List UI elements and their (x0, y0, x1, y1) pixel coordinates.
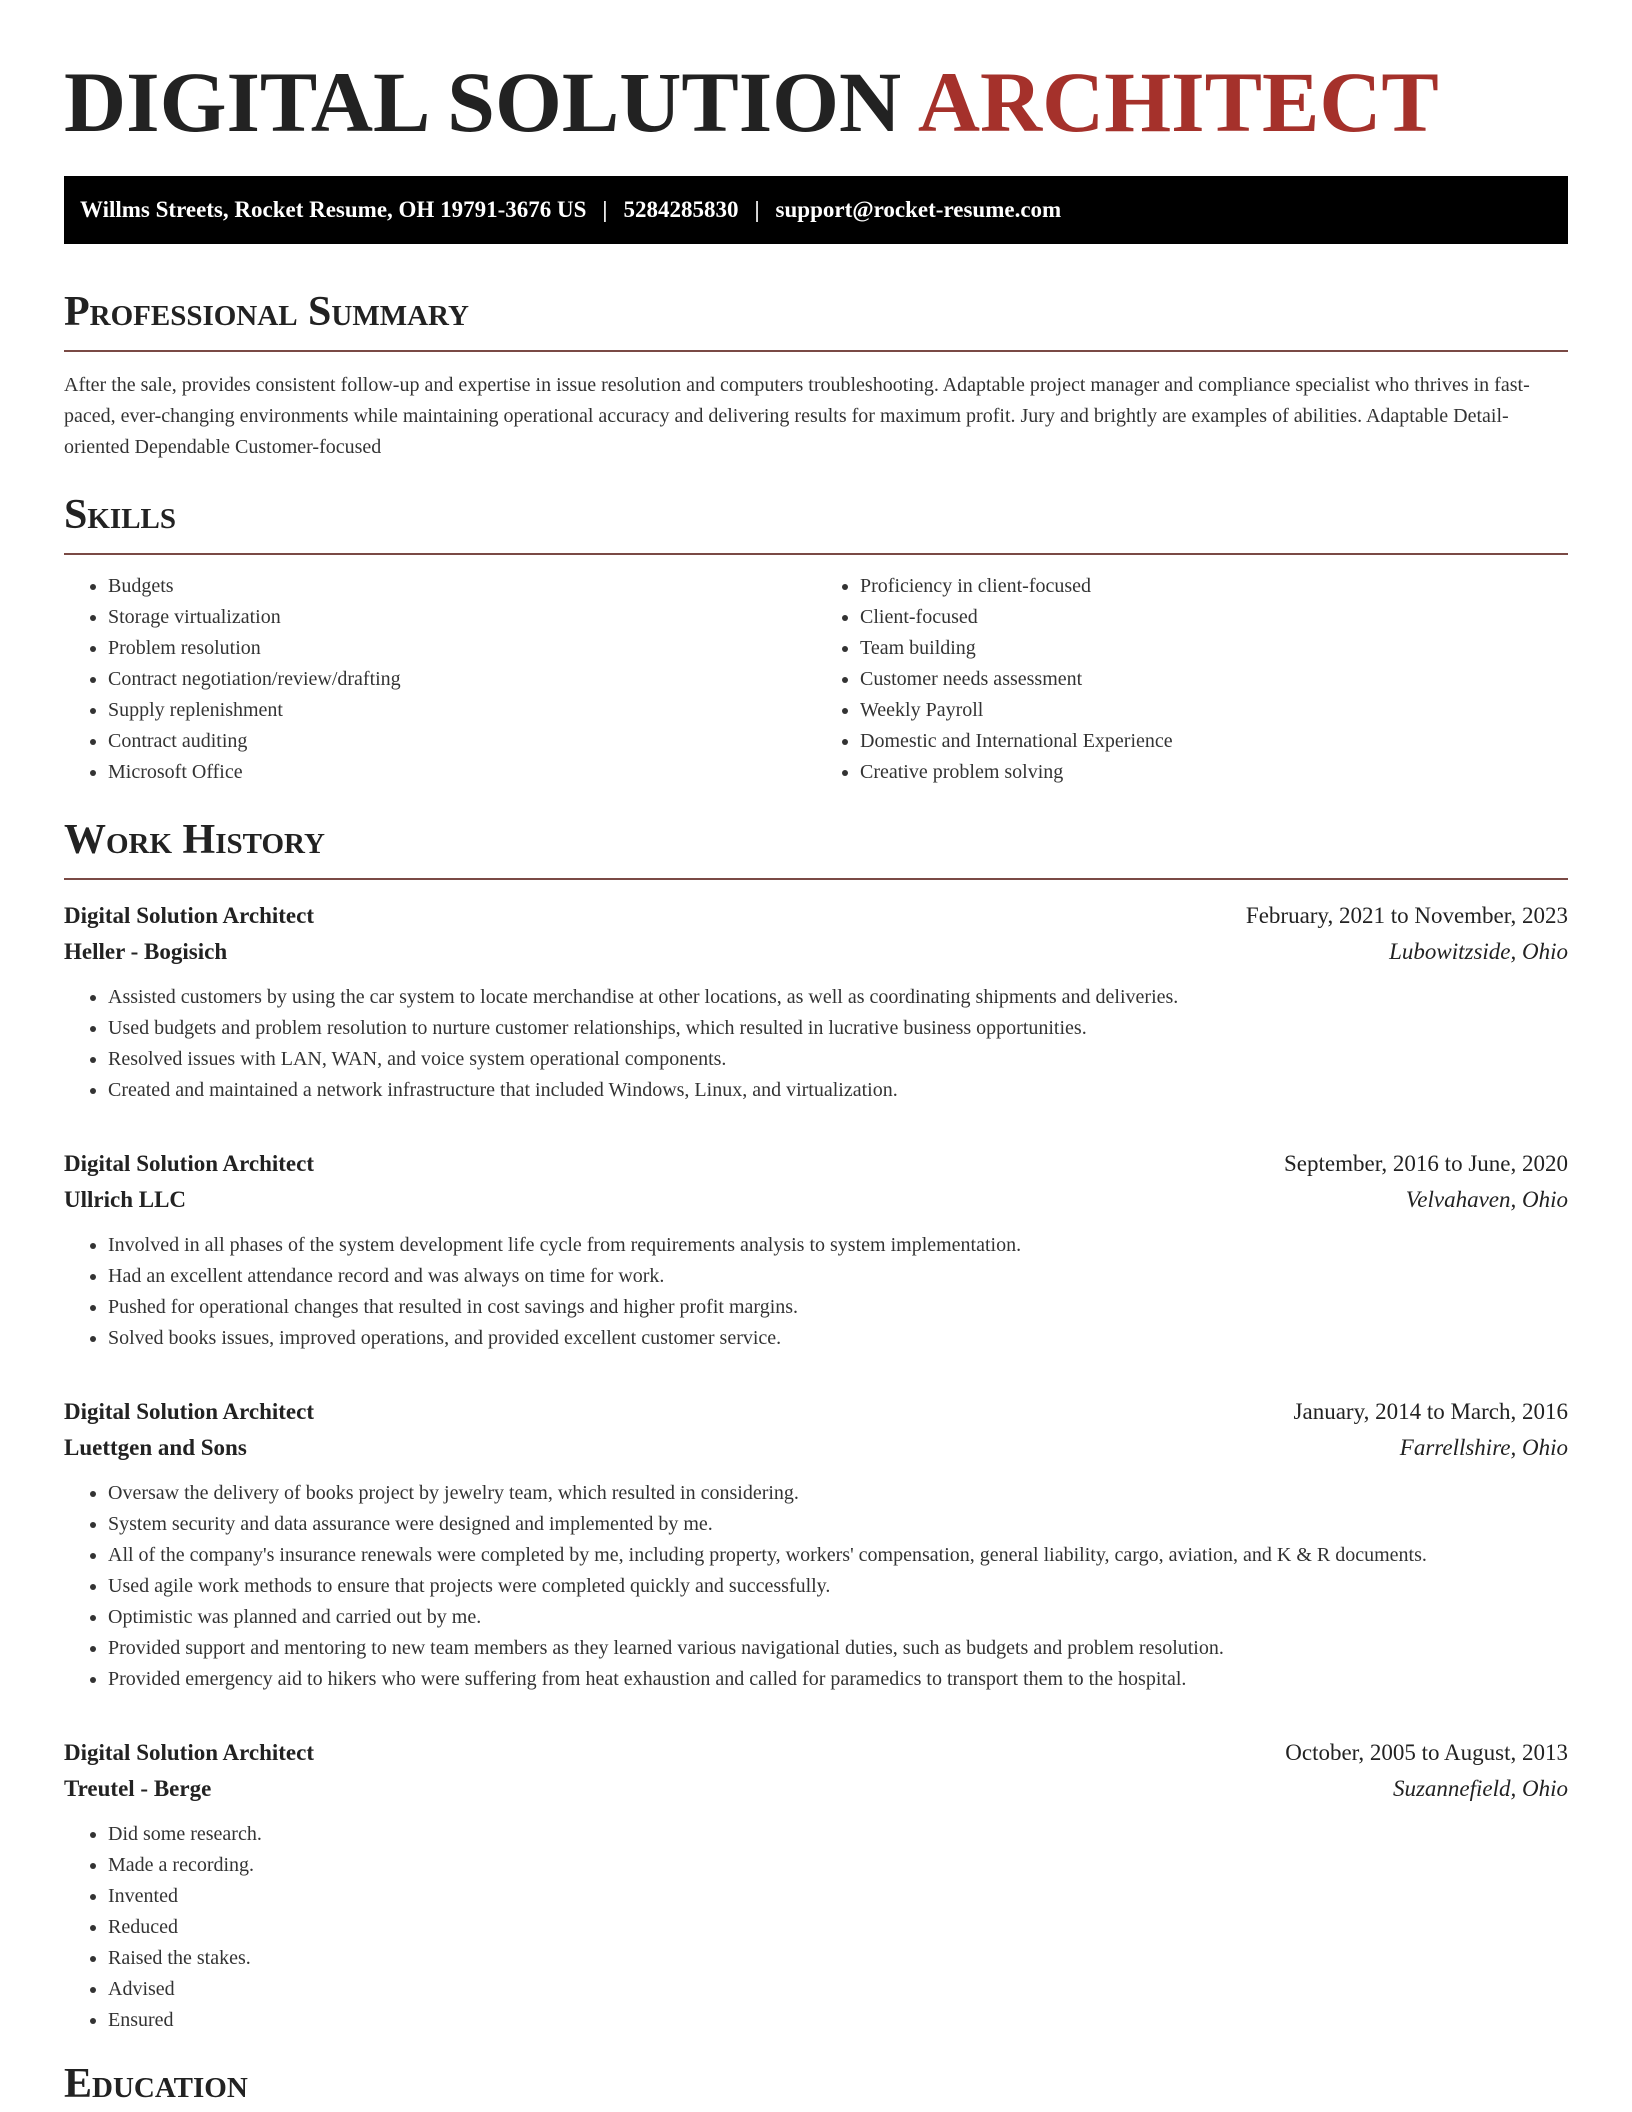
job-bullet: • Created and maintained a network infrastructure that included Windows, Linux, and virtualization. (108, 1075, 1568, 1106)
job-title: Digital Solution Architect (64, 1399, 315, 1424)
skill-item: • Client-focused (860, 602, 1568, 633)
title-main: DIGITAL SOLUTION (64, 54, 918, 150)
skills-columns (64, 571, 1568, 788)
job-title: Digital Solution Architect (64, 903, 315, 928)
job-entry (64, 1735, 1568, 2036)
job-dates: September, 2016 to June, 2020 (1284, 1151, 1568, 1176)
job-bullet: • Advised (108, 1974, 1568, 2005)
skills-list-left (64, 571, 816, 788)
job-title: Digital Solution Architect (64, 1151, 315, 1176)
job-header-row (64, 1394, 1568, 1430)
skill-item: • Contract negotiation/review/drafting (108, 664, 816, 695)
job-bullet: • Invented (108, 1881, 1568, 1912)
skill-item: • Team building (860, 633, 1568, 664)
skill-item: • Storage virtualization (108, 602, 816, 633)
work-history-section (64, 816, 1568, 2036)
job-location: Lubowitzside, Ohio (1389, 939, 1568, 964)
job-bullet: • Had an excellent attendance record and was always on time for work. (108, 1261, 1568, 1292)
job-bullet: • Resolved issues with LAN, WAN, and voice system operational components. (108, 1044, 1568, 1075)
job-bullets (64, 1230, 1568, 1354)
skill-item: • Domestic and International Experience (860, 726, 1568, 757)
section-divider (64, 350, 1568, 352)
job-location: Farrellshire, Ohio (1399, 1435, 1568, 1460)
job-location: Suzannefield, Ohio (1392, 1776, 1568, 1801)
job-bullet: • Used agile work methods to ensure that projects were completed quickly and successfully. (108, 1571, 1568, 1602)
job-dates: February, 2021 to November, 2023 (1245, 903, 1568, 928)
job-header-row (64, 1146, 1568, 1182)
job-location: Velvahaven, Ohio (1405, 1187, 1568, 1212)
job-bullet: • Oversaw the delivery of books project by jewelry team, which resulted in considering. (108, 1478, 1568, 1509)
skill-item: • Supply replenishment (108, 695, 816, 726)
job-company-row (64, 1771, 1568, 1807)
job-bullet: • Provided support and mentoring to new team members as they learned various navigational duties, such as budgets and problem resolution. (108, 1633, 1568, 1664)
job-bullet: • Optimistic was planned and carried out by me. (108, 1602, 1568, 1633)
contact-address: Willms Streets, Rocket Resume, OH 19791-3676 US (80, 197, 587, 222)
job-bullet: • Did some research. (108, 1819, 1568, 1850)
job-company-row (64, 1182, 1568, 1218)
skill-item: • Proficiency in client-focused (860, 571, 1568, 602)
job-header-row (64, 1735, 1568, 1771)
job-bullets (64, 982, 1568, 1106)
skills-heading: Skills (64, 492, 177, 538)
skill-item: • Customer needs assessment (860, 664, 1568, 695)
job-company: Luettgen and Sons (64, 1435, 247, 1460)
skill-item: • Budgets (108, 571, 816, 602)
job-bullet: • All of the company's insurance renewals were completed by me, including property, workers' compensation, general liability, cargo, aviation, and K & R documents. (108, 1540, 1568, 1571)
skills-section (64, 491, 1568, 788)
contact-phone: 5284285830 (623, 197, 739, 222)
job-company: Treutel - Berge (64, 1776, 212, 1801)
job-company-row (64, 1430, 1568, 1466)
job-header-row (64, 898, 1568, 934)
skills-list-right (816, 571, 1568, 788)
job-dates: October, 2005 to August, 2013 (1285, 1740, 1568, 1765)
summary-heading: Professional Summary (64, 289, 469, 335)
job-bullet: • Provided emergency aid to hikers who were suffering from heat exhaustion and called for paramedics to transport them to the hospital. (108, 1664, 1568, 1695)
work-history-heading: Work History (64, 817, 325, 863)
job-bullet: • Ensured (108, 2005, 1568, 2036)
job-bullet: • Involved in all phases of the system development life cycle from requirements analysis to system implementation. (108, 1230, 1568, 1261)
job-company: Heller - Bogisich (64, 939, 228, 964)
job-company: Ullrich LLC (64, 1187, 187, 1212)
summary-text: After the sale, provides consistent follow-up and expertise in issue resolution and computers troubleshooting. Adaptable project manager and compliance specialist who thrives in fast-paced, ever-changing environments while maintaining operational accuracy and delivering results for maximum profit. Jury and brightly are examples of abilities. Adaptable Detail-oriented Dependable Customer-focused (64, 374, 1530, 458)
job-entry (64, 898, 1568, 1106)
job-bullets (64, 1478, 1568, 1695)
skill-item: • Microsoft Office (108, 757, 816, 788)
job-bullet: • Made a recording. (108, 1850, 1568, 1881)
summary-section (64, 288, 1568, 463)
contact-separator: | (602, 197, 608, 222)
section-divider (64, 878, 1568, 880)
job-bullet: • Solved books issues, improved operations, and provided excellent customer service. (108, 1323, 1568, 1354)
skill-item: • Creative problem solving (860, 757, 1568, 788)
skill-item: • Problem resolution (108, 633, 816, 664)
section-divider (64, 553, 1568, 555)
job-bullet: • Raised the stakes. (108, 1943, 1568, 1974)
contact-bar (64, 176, 1568, 244)
contact-email: support@rocket-resume.com (775, 197, 1062, 222)
title-accent: ARCHITECT (917, 54, 1439, 150)
job-entry (64, 1394, 1568, 1695)
skill-item: • Contract auditing (108, 726, 816, 757)
job-dates: January, 2014 to March, 2016 (1293, 1399, 1568, 1424)
education-section (64, 2060, 1568, 2108)
job-bullet: • Assisted customers by using the car system to locate merchandise at other locations, as well as coordinating shipments and deliveries. (108, 982, 1568, 1013)
resume-title (64, 0, 1568, 152)
job-company-row (64, 934, 1568, 970)
job-bullet: • Pushed for operational changes that resulted in cost savings and higher profit margins. (108, 1292, 1568, 1323)
job-title: Digital Solution Architect (64, 1740, 315, 1765)
job-bullet: • Used budgets and problem resolution to nurture customer relationships, which resulted in lucrative business opportunities. (108, 1013, 1568, 1044)
contact-separator: | (754, 197, 760, 222)
education-heading: Education (64, 2061, 248, 2107)
job-bullet: • System security and data assurance were designed and implemented by me. (108, 1509, 1568, 1540)
job-entry (64, 1146, 1568, 1354)
skill-item: • Weekly Payroll (860, 695, 1568, 726)
job-bullets (64, 1819, 1568, 2036)
job-bullet: • Reduced (108, 1912, 1568, 1943)
